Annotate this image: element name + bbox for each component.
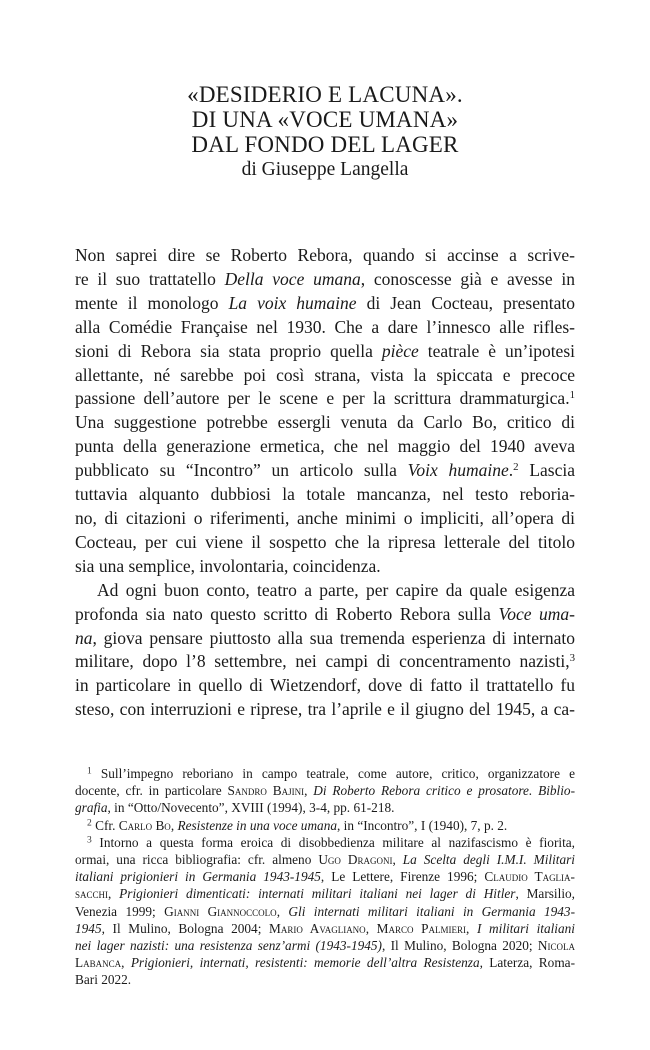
text-run: , conoscesse già e avesse in [360, 268, 575, 289]
text-run: , in “Incontro”, I (1940), 7, p. 2. [337, 817, 508, 833]
footnote-line [75, 765, 575, 782]
text-run: , Marsilio, [515, 886, 575, 902]
text-run: , Laterza, Roma- [479, 955, 575, 971]
body-line [75, 364, 575, 388]
text-run: tuttavia alquanto dubbiosi la totale mancanza, nel testo reboria- [75, 484, 575, 505]
text-run: punta della generazione ermetica, che nel maggio del 1940 aveva [75, 436, 575, 457]
text-run: . [508, 460, 514, 481]
text-run: re il suo trattatello [75, 268, 225, 289]
text-run: , Il Mulino, Bologna 2020; [381, 938, 538, 954]
footnote-line [75, 817, 575, 834]
footnote-line [75, 920, 575, 937]
body-line [75, 316, 575, 340]
body-line [75, 244, 575, 268]
small-caps-name: sacchi [75, 886, 109, 902]
small-caps-name: Nicola [537, 938, 575, 954]
body-line [75, 459, 575, 483]
chapter-title-line-2: DI UNA «VOCE UMANA» [191, 107, 459, 132]
small-caps-name: Gianni Giannoccolo [164, 903, 277, 919]
italic-text: I militari italiani [476, 920, 575, 936]
footnote-line [75, 782, 575, 799]
text-run: , [108, 886, 120, 902]
body-text [75, 244, 575, 722]
text-run: , [392, 852, 403, 868]
small-caps-name: Carlo Bo [118, 817, 171, 833]
chapter-title-block [0, 82, 650, 182]
italic-text: Resistenze in una voce umana [177, 817, 337, 833]
small-caps-name: Mario Avagliano [269, 920, 366, 936]
footnotes [75, 765, 575, 989]
text-run: , in “Otto/Novecento”, XVIII (1994), 3-4, pp. 61-218. [107, 800, 395, 816]
text-run: Cocteau, per cui viene il sospetto che la ripresa letterale del titolo [75, 531, 575, 552]
text-run: docente, cfr. in particolare [75, 783, 228, 799]
italic-text: La Scelta degli I.M.I. Militari [402, 852, 575, 868]
text-run: , [170, 817, 178, 833]
italic-text: Voce uma- [498, 603, 575, 624]
text-run: Intorno a questa forma eroica di disobbedienza militare al nazifascismo è fiorita, [91, 834, 575, 850]
body-line [75, 650, 575, 674]
italic-text: pièce [381, 340, 419, 361]
text-run: Cfr. [91, 817, 119, 833]
italic-text: Di Roberto Rebora critico e prosatore. Biblio- [313, 783, 576, 799]
footnote-line [75, 868, 575, 885]
text-run: , [365, 920, 377, 936]
footnote-line [75, 971, 575, 988]
body-line [75, 579, 575, 603]
text-run: mente il monologo [75, 292, 229, 313]
text-run: steso, con interruzioni e riprese, tra l’aprile e il giugno del 1945, a ca- [75, 699, 575, 720]
text-run: Venezia 1999; [75, 903, 165, 919]
small-caps-name: Labanca [75, 955, 122, 971]
text-run: Ad ogni buon conto, teatro a parte, per capire da quale esigenza [97, 579, 575, 600]
body-line [75, 411, 575, 435]
footnote-reference[interactable]: 3 [569, 652, 575, 665]
chapter-author: di Giuseppe Langella [241, 159, 409, 180]
small-caps-name: Sandro Bajini [227, 783, 305, 799]
text-run: , Il Mulino, Bologna 2004; [101, 920, 270, 936]
body-line [75, 292, 575, 316]
italic-text: italiani prigionieri in Germania 1943-1945 [75, 869, 321, 885]
italic-text: na [75, 627, 93, 648]
text-run: passione dell’autore per le scene e per la scrittura drammaturgica. [75, 388, 570, 409]
footnote-line [75, 851, 575, 868]
footnote-line [75, 834, 575, 851]
text-run: , Le Lettere, Firenze 1996; [320, 869, 485, 885]
italic-text: La voix humaine [228, 292, 357, 313]
chapter-title-line-3: DAL FONDO DEL LAGER [191, 132, 459, 157]
body-line [75, 674, 575, 698]
text-run: militare, dopo l’8 settembre, nei campi di concentramento nazisti, [75, 651, 570, 672]
body-line [75, 555, 575, 579]
footnote-line [75, 903, 575, 920]
small-caps-name: Ugo Dragoni [318, 852, 393, 868]
text-run: allettante, né sarebbe poi così strana, vista la spiccata e precoce [75, 364, 575, 385]
text-run: teatrale è un’ipotesi [418, 340, 575, 361]
footnote-line [75, 954, 575, 971]
text-run: profonda sia nato questo scritto di Roberto Rebora sulla [75, 603, 499, 624]
text-run: Sull’impegno reboriano in campo teatrale, come autore, critico, organizzatore e [91, 766, 575, 781]
body-line [75, 603, 575, 627]
italic-text: Gli internati militari italiani in Germania 1943- [288, 903, 575, 919]
footnote-number: 2 [87, 817, 92, 829]
text-run: , [276, 903, 289, 919]
italic-text: 1945 [75, 920, 102, 936]
italic-text: grafia [75, 800, 108, 816]
body-line [75, 627, 575, 651]
small-caps-name: Claudio Taglia- [484, 869, 575, 885]
body-line [75, 507, 575, 531]
body-line [75, 483, 575, 507]
text-run: sia una semplice, involontaria, coincidenza. [75, 555, 381, 576]
text-run: alla Comédie Française nel 1930. Che a dare l’innesco alle rifles- [75, 316, 575, 337]
italic-text: nei lager nazisti: una resistenza senz’armi (1943-1945) [75, 938, 382, 954]
italic-text: Prigionieri, internati, resistenti: memorie dell’altra Resistenza [130, 955, 480, 971]
body-line [75, 340, 575, 364]
chapter-title-line-1: «DESIDERIO E LACUNA». [187, 82, 463, 107]
footnote-line [75, 937, 575, 954]
text-run: , [304, 783, 314, 799]
footnote-number: 3 [87, 834, 92, 846]
body-line [75, 698, 575, 722]
text-run: Una suggestione potrebbe essergli venuta da Carlo Bo, critico di [75, 412, 575, 433]
footnote-reference[interactable]: 2 [513, 461, 519, 474]
text-run: no, di citazioni o riferimenti, anche minimi o impliciti, all’opera di [75, 507, 575, 528]
body-line [75, 387, 575, 411]
text-run: ormai, una ricca bibliografia: cfr. almeno [75, 852, 319, 868]
italic-text: Voix humaine [407, 460, 509, 481]
text-run: , giova pensare piuttosto alla sua tremenda esperienza di internato [92, 627, 575, 648]
body-line [75, 268, 575, 292]
text-run: sioni di Rebora sia stata proprio quella [75, 340, 382, 361]
footnote-line [75, 885, 575, 902]
text-run: di Jean Cocteau, presentato [356, 292, 575, 313]
text-run: Non saprei dire se Roberto Rebora, quando si accinse a scrive- [75, 245, 575, 265]
text-run: , [466, 920, 477, 936]
text-run: in particolare in quello di Wietzendorf, dove di fatto il trattatello fu [75, 675, 575, 696]
italic-text: Della voce umana [224, 268, 361, 289]
text-run: Bari 2022. [75, 972, 132, 988]
text-run: pubblicato su “Incontro” un articolo sulla [75, 460, 408, 481]
body-line [75, 531, 575, 555]
footnote-line [75, 799, 575, 816]
footnote-reference[interactable]: 1 [569, 389, 575, 402]
text-run: , [121, 955, 131, 971]
small-caps-name: Marco Palmieri [376, 920, 467, 936]
italic-text: Prigionieri dimenticati: internati militari italiani nei lager di Hitler [119, 886, 516, 902]
body-line [75, 435, 575, 459]
footnote-number: 1 [87, 765, 92, 777]
text-run: Lascia [518, 460, 575, 481]
